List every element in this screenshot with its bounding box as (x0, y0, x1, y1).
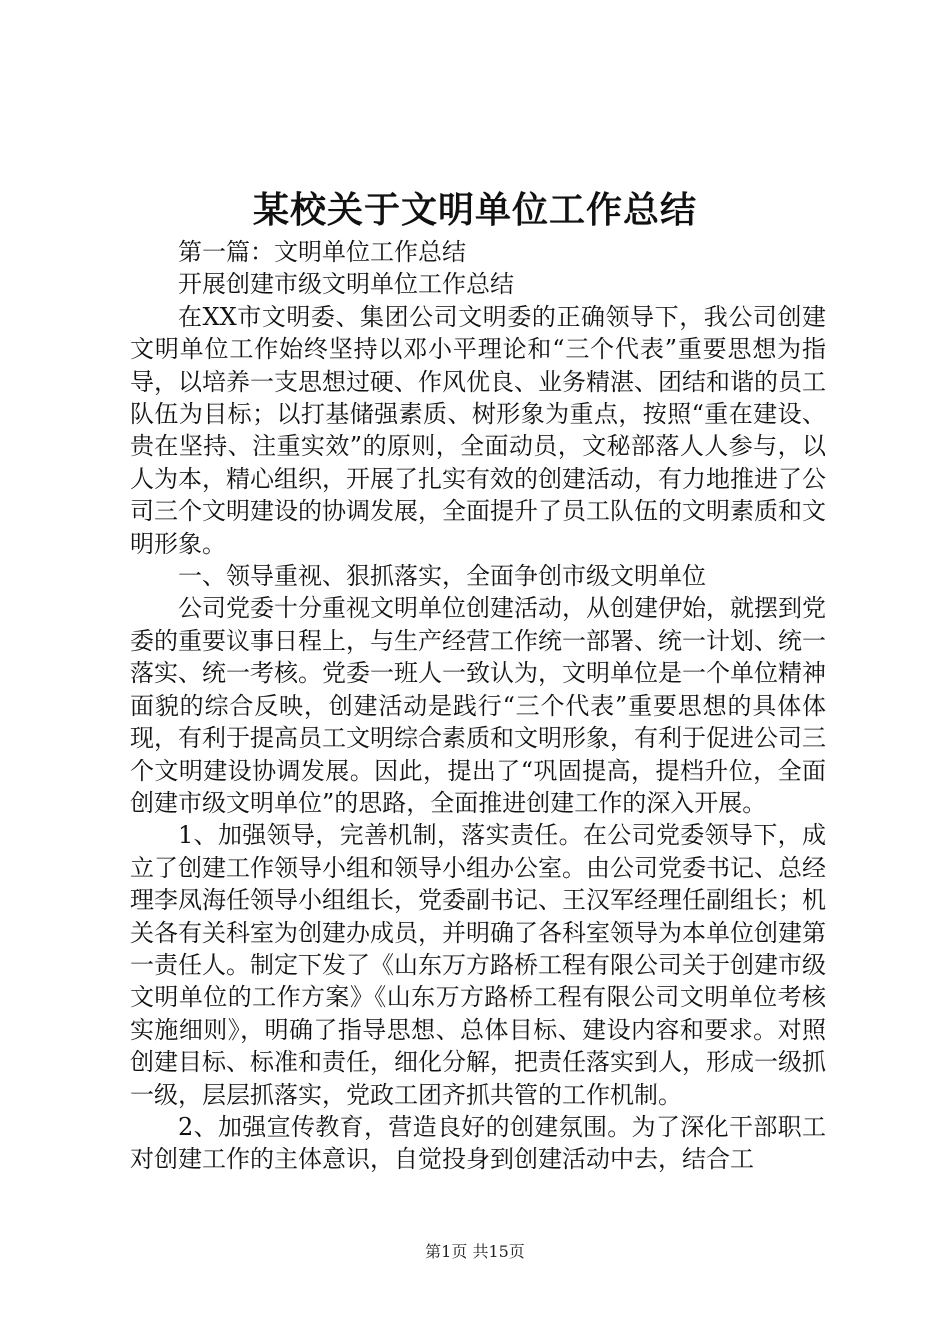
paragraph: 公司党委十分重视文明单位创建活动，从创建伊始，就摆到党委的重要议事日程上，与生产经营工作统一部署、统一计划、统一落实、统一考核。党委一班人一致认为，文明单位是一个单位精神面貌的综合反映，创建活动是践行“三个代表”重要思想的具体体现，有利于提高员工文明综合素质和文明形象，有利于促进公司三个文明建设协调发展。因此，提出了“巩固提高，提档升位，全面创建市级文明单位”的思路，全面推进创建工作的深入开展。 (130, 594, 826, 817)
section-heading: 第一篇：文明单位工作总结 (178, 238, 466, 266)
page-footer: 第1页 共15页 (425, 1242, 525, 1261)
paragraph: 2、加强宣传教育，营造良好的创建氛围。为了深化干部职工对创建工作的主体意识，自觉投身到创建活动中去，结合工 (130, 1112, 826, 1174)
paragraph: 在XX市文明委、集团公司文明委的正确领导下，我公司创建文明单位工作始终坚持以邓小平理论和“三个代表”重要思想为指导，以培养一支思想过硬、作风优良、业务精湛、团结和谐的员工队伍为目标；以打基储强素质、树形象为重点，按照“重在建设、贵在坚持、注重实效”的原则，全面动员，文秘部落人人参与，以人为本，精心组织，开展了扎实有效的创建活动，有力地推进了公司三个文明建设的协调发展，全面提升了员工队伍的文明素质和文明形象。 (130, 302, 826, 558)
document-body (130, 236, 826, 1176)
document-title: 某校关于文明单位工作总结 (252, 189, 697, 231)
subtitle: 开展创建市级文明单位工作总结 (178, 270, 514, 299)
section-heading: 一、领导重视、狠抓落实，全面争创市级文明单位 (178, 562, 706, 591)
paragraph: 1、加强领导，完善机制，落实责任。在公司党委领导下，成立了创建工作领导小组和领导小组办公室。由公司党委书记、总经理李凤海任领导小组组长，党委副书记、王汉军经理任副组长；机关各有关科室为创建办成员，并明确了各科室领导为本单位创建第一责任人。制定下发了《山东万方路桥工程有限公司关于创建市级文明单位的工作方案》《山东万方路桥工程有限公司文明单位考核实施细则》，明确了指导思想、总体目标、建设内容和要求。对照创建目标、标准和责任，细化分解，把责任落实到人，形成一级抓一级，层层抓落实，党政工团齐抓共管的工作机制。 (130, 821, 826, 1109)
